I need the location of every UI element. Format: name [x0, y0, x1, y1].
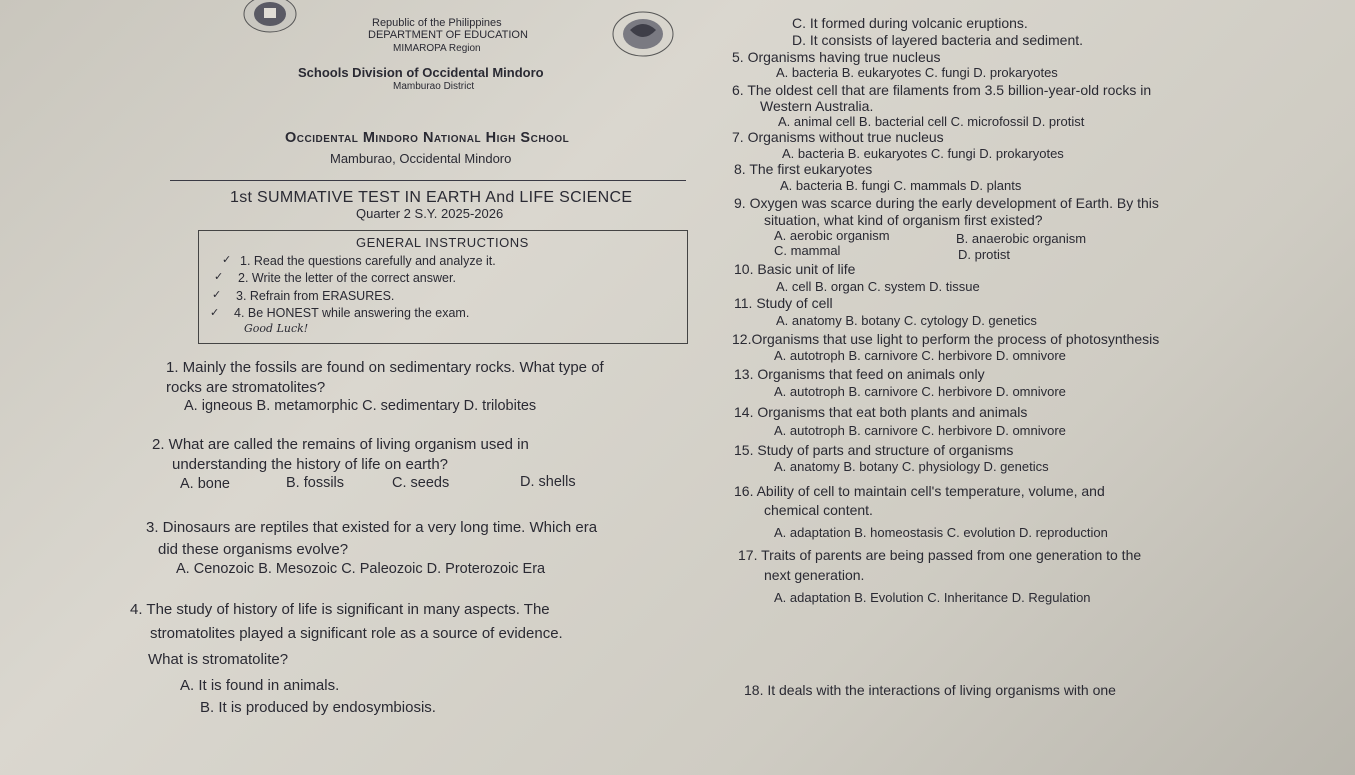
header-rule — [170, 180, 686, 181]
school-location: Mamburao, Occidental Mindoro — [330, 151, 512, 166]
school-logo-icon — [610, 10, 676, 58]
question-11-text: 11. Study of cell — [734, 295, 833, 311]
question-14-options: A. autotroph B. carnivore C. herbivore D. omnivore — [774, 423, 1066, 438]
question-9-text: 9. Oxygen was scarce during the early development of Earth. By this — [734, 195, 1159, 211]
question-4-option-c: C. It formed during volcanic eruptions. — [792, 15, 1028, 31]
question-2-text: 2. What are called the remains of living organism used in — [152, 436, 529, 453]
check-icon: ✓ — [214, 271, 224, 283]
question-13-text: 13. Organisms that feed on animals only — [734, 366, 985, 382]
question-2-option: A. bone — [180, 476, 230, 492]
quarter-text: Quarter 2 S.Y. 2025-2026 — [356, 206, 504, 221]
instruction-item: 4. Be HONEST while answering the exam. — [234, 306, 470, 320]
question-9-option: C. mammal — [774, 243, 841, 258]
question-3-options: A. Cenozoic B. Mesozoic C. Paleozoic D. Proterozoic Era — [176, 561, 546, 577]
question-6-options: A. animal cell B. bacterial cell C. microfossil D. protist — [778, 114, 1085, 129]
instruction-item: 1. Read the questions carefully and analyze it. — [240, 254, 496, 268]
question-2-text: understanding the history of life on earth? — [172, 456, 449, 473]
question-16-text: 16. Ability of cell to maintain cell's temperature, volume, and — [734, 483, 1105, 499]
check-icon: ✓ — [212, 289, 222, 301]
question-10-options: A. cell B. organ C. system D. tissue — [776, 279, 980, 294]
question-18-text: 18. It deals with the interactions of living organisms with one — [744, 682, 1116, 698]
question-16-text: chemical content. — [764, 502, 873, 518]
instructions-title: GENERAL INSTRUCTIONS — [356, 235, 529, 250]
question-16-options: A. adaptation B. homeostasis C. evolution D. reproduction — [774, 525, 1108, 540]
question-4-option-d: D. It consists of layered bacteria and sediment. — [792, 32, 1084, 48]
district-text: Mamburao District — [393, 81, 475, 92]
instruction-item: 2. Write the letter of the correct answer. — [238, 271, 456, 285]
question-17-options: A. adaptation B. Evolution C. Inheritance D. Regulation — [774, 590, 1091, 605]
question-9-option: A. aerobic organism — [774, 228, 890, 243]
check-icon: ✓ — [222, 254, 232, 266]
question-4-option: B. It is produced by endosymbiosis. — [200, 699, 436, 716]
instruction-item: 3. Refrain from ERASURES. — [236, 289, 395, 303]
question-1-text: 1. Mainly the fossils are found on sedimentary rocks. What type of — [166, 359, 604, 376]
question-17-text: 17. Traits of parents are being passed from one generation to the — [738, 547, 1142, 563]
instructions-signoff: Good Luck! — [244, 322, 309, 335]
question-4-option: A. It is found in animals. — [180, 677, 340, 694]
question-9-option: D. protist — [958, 247, 1011, 262]
question-2-option: B. fossils — [286, 475, 345, 491]
question-11-options: A. anatomy B. botany C. cytology D. genetics — [776, 313, 1037, 328]
question-7-text: 7. Organisms without true nucleus — [732, 129, 944, 145]
question-2-option: C. seeds — [392, 475, 450, 491]
region-text: MIMAROPA Region — [393, 43, 481, 54]
question-15-options: A. anatomy B. botany C. physiology D. genetics — [774, 459, 1049, 474]
division-text: Schools Division of Occidental Mindoro — [298, 65, 544, 80]
question-1-text: rocks are stromatolites? — [166, 379, 326, 396]
check-icon: ✓ — [210, 307, 220, 319]
test-title: 1st SUMMATIVE TEST IN EARTH And LIFE SCIENCE — [230, 189, 633, 206]
question-14-text: 14. Organisms that eat both plants and animals — [734, 404, 1028, 420]
question-6-text: Western Australia. — [760, 98, 874, 114]
deped-seal-icon — [240, 0, 300, 36]
republic-text: Republic of the Philippines — [372, 17, 502, 29]
question-5-text: 5. Organisms having true nucleus — [732, 49, 941, 65]
question-2-option: D. shells — [520, 474, 576, 490]
question-6-text: 6. The oldest cell that are filaments from 3.5 billion-year-old rocks in — [732, 82, 1152, 98]
question-8-options: A. bacteria B. fungi C. mammals D. plants — [780, 178, 1022, 193]
question-3-text: did these organisms evolve? — [158, 541, 349, 558]
question-4-text: 4. The study of history of life is significant in many aspects. The — [130, 601, 550, 618]
question-1-options: A. igneous B. metamorphic C. sedimentary D. trilobites — [184, 398, 537, 414]
question-15-text: 15. Study of parts and structure of organisms — [734, 442, 1014, 458]
question-13-options: A. autotroph B. carnivore C. herbivore D. omnivore — [774, 384, 1066, 399]
question-12-options: A. autotroph B. carnivore C. herbivore D. omnivore — [774, 348, 1066, 363]
question-9-text: situation, what kind of organism first existed? — [764, 212, 1043, 228]
question-10-text: 10. Basic unit of life — [734, 261, 856, 277]
school-name: Occidental Mindoro National High School — [285, 130, 570, 146]
question-7-options: A. bacteria B. eukaryotes C. fungi D. prokaryotes — [782, 146, 1064, 161]
question-5-options: A. bacteria B. eukaryotes C. fungi D. prokaryotes — [776, 65, 1058, 80]
department-text: DEPARTMENT OF EDUCATION — [368, 29, 528, 41]
question-8-text: 8. The first eukaryotes — [734, 161, 873, 177]
question-9-option: B. anaerobic organism — [956, 231, 1087, 246]
question-3-text: 3. Dinosaurs are reptiles that existed for a very long time. Which era — [146, 519, 598, 536]
question-4-text: stromatolites played a significant role as a source of evidence. — [150, 625, 563, 642]
question-12-text: 12.Organisms that use light to perform the process of photosynthesis — [732, 331, 1160, 347]
question-17-text: next generation. — [764, 567, 865, 583]
question-4-text: What is stromatolite? — [148, 651, 289, 668]
